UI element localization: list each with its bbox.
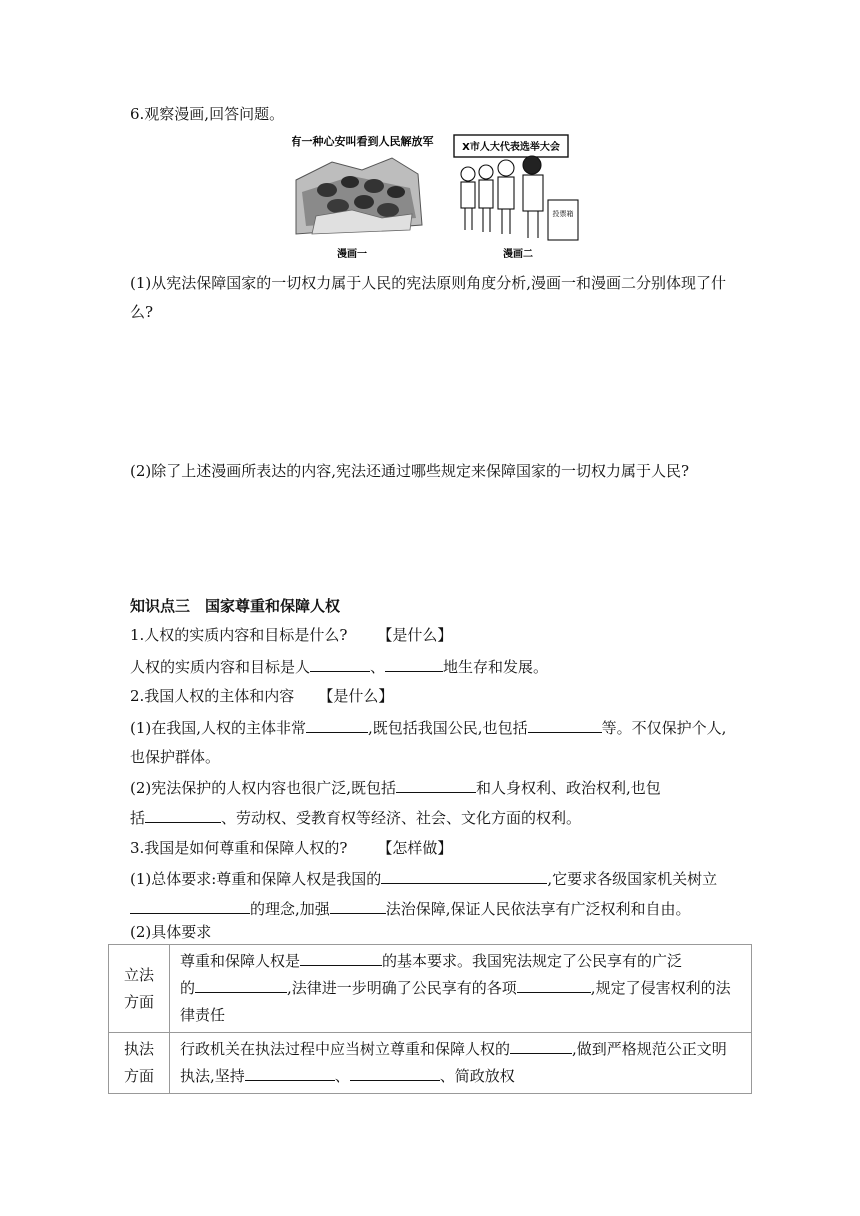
k3-a1-text-1: 人权的实质内容和目标是人 — [130, 658, 311, 676]
row-label-line: 方面 — [123, 1067, 154, 1085]
row-label-line: 方面 — [123, 992, 154, 1011]
legislation-text-2: 的基本要求。我国宪法规定了公民享有的广泛 — [382, 952, 683, 970]
k3-q3-tag: 【怎样做】 — [377, 839, 453, 857]
answer-blank[interactable] — [381, 868, 547, 884]
k3-a1-text-3: 地生存和发展。 — [443, 658, 549, 676]
answer-blank[interactable] — [310, 656, 370, 672]
answer-blank[interactable] — [130, 898, 250, 914]
k3-a2-2-text-4: 、劳动权、受教育权等经济、社会、文化方面的权利。 — [221, 809, 582, 827]
answer-blank[interactable] — [510, 1038, 572, 1054]
row-label-legislation — [109, 945, 170, 1033]
k3-q1-text: 1.人权的实质内容和目标是什么? — [130, 626, 348, 644]
enforcement-text-4: 、 — [334, 1067, 350, 1085]
legislation-line-2 — [180, 975, 743, 1002]
row-label-line: 立法 — [123, 965, 154, 984]
row-content-enforcement — [170, 1033, 752, 1094]
enforcement-line-1 — [180, 1036, 743, 1063]
row-content-legislation — [170, 945, 752, 1033]
comics-illustration — [292, 130, 602, 260]
question-6-sub1-line2: 么? — [130, 303, 154, 321]
comic1-label: 漫画一 — [337, 249, 367, 260]
enforcement-line-2 — [180, 1063, 743, 1090]
k3-a3-2: (2)具体要求 — [130, 923, 212, 941]
row-label-line: 执法 — [123, 1040, 154, 1058]
k3-a2-2-line1 — [130, 777, 750, 798]
k3-a3-1-text-3: 的理念,加强 — [250, 900, 330, 918]
k3-a2-1-text-2: ,既包括我国公民,也包括 — [368, 719, 528, 737]
k3-a3-1-text-1: (1)总体要求:尊重和保障人权是我国的 — [130, 870, 382, 888]
legislation-text-3: 的 — [180, 979, 196, 997]
comic2-drawing — [461, 156, 578, 240]
k3-a1 — [130, 656, 750, 677]
k3-a3-1-text-2: ,它要求各级国家机关树立 — [547, 870, 718, 888]
comics-figure — [292, 130, 602, 260]
question-6-title: 6.观察漫画,回答问题。 — [130, 105, 285, 123]
answer-blank[interactable] — [350, 1065, 440, 1081]
legislation-line-3: 律责任 — [180, 1006, 226, 1024]
answer-blank[interactable] — [517, 977, 591, 993]
answer-blank[interactable] — [245, 1065, 335, 1081]
question-6-sub1-line1: (1)从宪法保障国家的一切权力属于人民的宪法原则角度分析,漫画一和漫画二分别体现了什 — [130, 274, 727, 292]
enforcement-text-3: 执法,坚持 — [180, 1067, 245, 1085]
requirements-table — [108, 944, 752, 1094]
k3-a2-2-text-3: 括 — [130, 809, 146, 827]
k3-a3-1-line1 — [130, 868, 750, 889]
k3-a2-2-line2 — [130, 807, 750, 828]
k3-q1 — [130, 625, 750, 645]
table-row — [109, 1033, 752, 1094]
comic1-caption: 有一种心安叫看到人民解放军 — [292, 135, 434, 148]
enforcement-text-1: 行政机关在执法过程中应当树立尊重和保障人权的 — [180, 1040, 511, 1058]
k3-q2-text: 2.我国人权的主体和内容 — [130, 687, 295, 705]
k3-a1-text-2: 、 — [370, 658, 386, 676]
k3-q2 — [130, 686, 750, 706]
comic2-ballot-box-label: 投票箱 — [552, 210, 574, 218]
table-row — [109, 945, 752, 1033]
section-heading: 知识点三 国家尊重和保障人权 — [130, 597, 341, 615]
k3-a3-1-text-4: 法治保障,保证人民依法享有广泛权利和自由。 — [385, 900, 691, 918]
answer-blank[interactable] — [306, 717, 368, 733]
k3-q3-text: 3.我国是如何尊重和保障人权的? — [130, 839, 348, 857]
legislation-text-5: ,规定了侵害权利的法 — [590, 979, 731, 997]
answer-blank[interactable] — [396, 777, 476, 793]
answer-blank[interactable] — [300, 950, 382, 966]
k3-a3-1-line2 — [130, 898, 750, 919]
answer-blank[interactable] — [330, 898, 386, 914]
answer-blank[interactable] — [145, 807, 221, 823]
k3-a2-1-text-1: (1)在我国,人权的主体非常 — [130, 719, 307, 737]
answer-blank[interactable] — [528, 717, 602, 733]
k3-a2-2-text-1: (2)宪法保护的人权内容也很广泛,既包括 — [130, 779, 397, 797]
comic1-drawing — [296, 158, 422, 234]
question-6-sub2: (2)除了上述漫画所表达的内容,宪法还通过哪些规定来保障国家的一切权力属于人民? — [130, 462, 690, 480]
legislation-text-4: ,法律进一步明确了公民享有的各项 — [287, 979, 517, 997]
answer-blank[interactable] — [385, 656, 443, 672]
k3-a2-1-text-3: 等。不仅保护个人, — [601, 719, 727, 737]
comic2-banner: X市人大代表选举大会 — [462, 142, 560, 153]
legislation-text-1: 尊重和保障人权是 — [180, 952, 301, 970]
k3-a2-1-line2: 也保护群体。 — [130, 748, 221, 766]
k3-q1-tag: 【是什么】 — [377, 626, 453, 644]
k3-a2-2-text-2: 和人身权利、政治权利,也包 — [476, 779, 661, 797]
enforcement-text-5: 、简政放权 — [439, 1067, 515, 1085]
answer-blank[interactable] — [195, 977, 287, 993]
row-label-enforcement — [109, 1033, 170, 1094]
k3-q3 — [130, 838, 750, 858]
enforcement-text-2: ,做到严格规范公正文明 — [572, 1040, 727, 1058]
k3-a2-1-line1 — [130, 717, 750, 738]
comic2-label: 漫画二 — [503, 249, 533, 260]
k3-q2-tag: 【是什么】 — [318, 687, 394, 705]
legislation-line-1 — [180, 948, 743, 975]
